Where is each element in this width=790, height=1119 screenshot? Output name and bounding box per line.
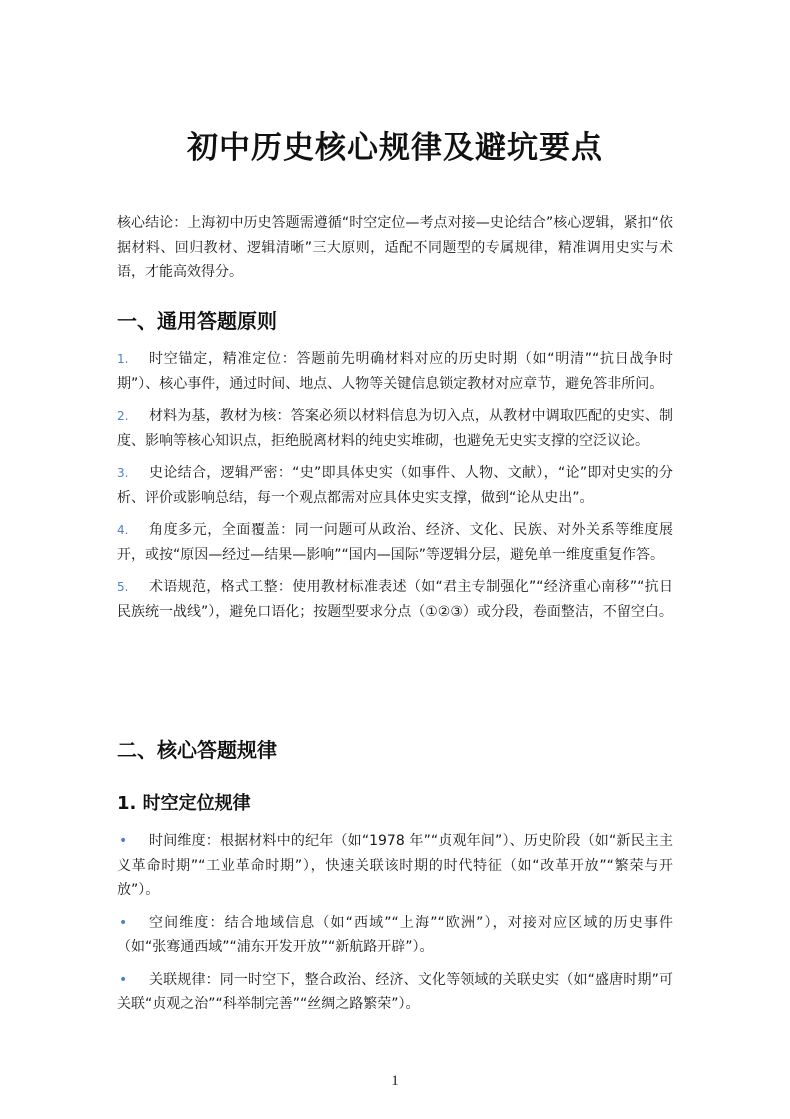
summary-paragraph: 核心结论：上海初中历史答题需遵循“时空定位—考点对接—史论结合”核心逻辑，紧扣“依据材料、回归教材、逻辑清晰”三大原则，适配不同题型的专属规律，精准调用史实与术语，才能高效得分。: [117, 215, 673, 280]
principles-list: [117, 347, 673, 624]
list-item-text: 关联规律：同一时空下，整合政治、经济、文化等领域的关联史实（如“盛唐时期”可关联“贞观之治”“科举制完善”“丝绸之路繁荣”）。: [117, 971, 673, 1012]
section-1-heading: 一、通用答题原则: [117, 309, 277, 333]
list-item-text: 时空锚定，精准定位：答题前先明确材料对应的历史时期（如“明清”“抗日战争时期”）、核心事件，通过时间、地点、人物等关键信息锁定教材对应章节，避免答非所问。: [117, 351, 673, 392]
document-title: 初中历史核心规律及避坑要点: [187, 130, 603, 166]
list-item: [117, 911, 673, 960]
list-item: [117, 404, 673, 453]
list-marker: 2.: [117, 409, 129, 423]
list-marker: 3.: [117, 466, 129, 480]
bullet-list: [117, 829, 673, 1017]
list-item: [117, 968, 673, 1017]
page-number: 1: [391, 1073, 399, 1089]
bullet-marker: •: [119, 914, 128, 931]
list-marker: 1.: [117, 352, 129, 366]
list-item-text: 空间维度：结合地域信息（如“西域”“上海”“欧洲”），对接对应区域的历史事件（如“张骞通西域”“浦东开发开放”“新航路开辟”）。: [117, 914, 673, 955]
list-item: [117, 461, 673, 510]
section-2-heading: 二、核心答题规律: [117, 738, 277, 762]
list-item-text: 材料为基，教材为核：答案必须以材料信息为切入点，从教材中调取匹配的史实、制度、影响等核心知识点，拒绝脱离材料的纯史实堆砌，也避免无史实支撑的空泛议论。: [117, 408, 673, 449]
list-item: [117, 347, 673, 396]
bullet-marker: •: [119, 971, 128, 988]
list-item-text: 术语规范，格式工整：使用教材标准表述（如“君主专制强化”“经济重心南移”“抗日民族统一战线”），避免口语化；按题型要求分点（①②③）或分段，卷面整洁，不留空白。: [117, 579, 673, 620]
list-marker: 5.: [117, 580, 129, 594]
list-item-text: 史论结合，逻辑严密：“史”即具体史实（如事件、人物、文献），“论”即对史实的分析、评价或影响总结，每一个观点都需对应具体史实支撑，做到“论从史出”。: [117, 465, 673, 506]
list-marker: 4.: [117, 523, 129, 537]
list-item: [117, 829, 673, 903]
list-item-text: 时间维度：根据材料中的纪年（如“1978 年”“贞观年间”）、历史阶段（如“新民主主义革命时期”“工业革命时期”），快速关联该时期的时代特征（如“改革开放”“繁荣与开放”）。: [117, 833, 673, 898]
list-item: [117, 518, 673, 567]
subsection-heading: 1. 时空定位规律: [117, 793, 251, 814]
list-item-text: 角度多元，全面覆盖：同一问题可从政治、经济、文化、民族、对外关系等维度展开，或按“原因—经过—结果—影响”“国内—国际”等逻辑分层，避免单一维度重复作答。: [117, 522, 673, 563]
list-item: [117, 575, 673, 624]
bullet-marker: •: [119, 833, 128, 849]
